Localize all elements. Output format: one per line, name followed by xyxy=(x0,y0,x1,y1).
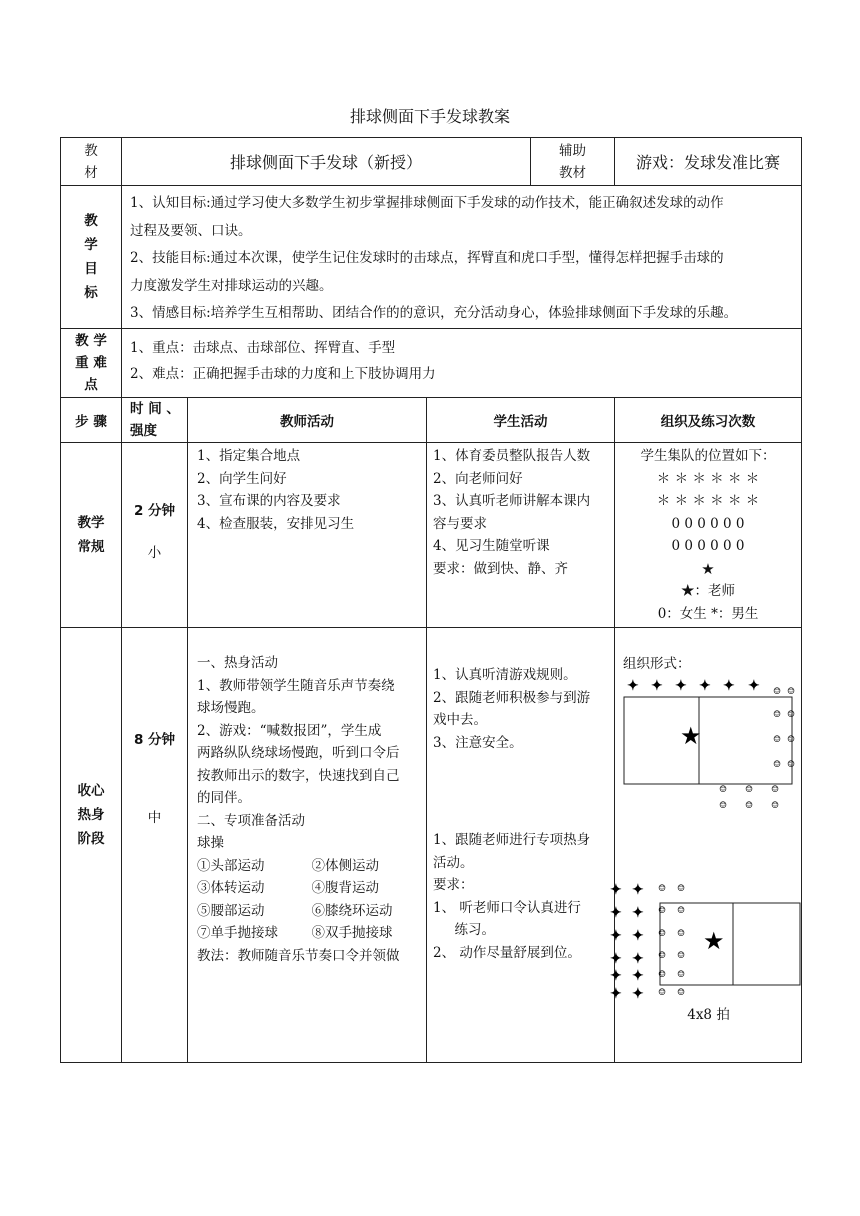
svg-text:☺: ☺ xyxy=(677,951,686,961)
routine-student: 1、体育委员整队报告人数 2、向老师问好 3、认真听老师讲解本课内 容与要求 4、见习生随堂听课 要求：做到快、静、齐 xyxy=(427,443,615,628)
material-row xyxy=(61,138,802,186)
aux-material-content: 游戏：发球发准比赛 xyxy=(615,138,802,186)
svg-text:☺: ☺ xyxy=(658,988,667,998)
exercise-pair: ①头部运动 ②体侧运动 xyxy=(197,857,379,874)
svg-text:☺: ☺ xyxy=(773,687,782,697)
exercise-pair: ⑦单手抛接球 ⑧双手抛接球 xyxy=(197,925,393,941)
svg-text:☺: ☺ xyxy=(773,710,782,720)
formation-diagram-1 xyxy=(624,678,795,811)
warmup-time: 8 分钟 中 xyxy=(122,628,188,1063)
svg-text:✦: ✦ xyxy=(610,968,622,984)
legend-students: 0：女生 *：男生 xyxy=(657,605,759,622)
keypoints-content xyxy=(122,329,802,398)
svg-text:✦: ✦ xyxy=(610,928,622,944)
goal-line: 3、情感目标:培养学生互相帮助、团结合作的的意识，充分活动身心，体验排球侧面下手发球的乐趣。 xyxy=(130,305,738,321)
svg-text:✦: ✦ xyxy=(632,986,644,1002)
svg-text:☺: ☺ xyxy=(787,735,796,745)
warmup-org: 组织形式： ★ ✦ ✦ ✦ ✦ ✦ ✦ ☺ ☺ ☺ ☺ ☺ ☺ ☺ ☺ ☺ ☺ ☺ ☺ ☺ ☺ ★ ✦ ✦ ✦ ✦ ✦ ✦ ✦ ✦ ✦ ✦ ✦ ✦ ☺ ☺ ☺ ☺ ☺ ☺ ☺ ☺ ☺ ☺ ☺ ☺ 4x8 拍 xyxy=(615,628,802,1063)
svg-text:✦: ✦ xyxy=(748,678,760,694)
goals-content xyxy=(122,186,802,329)
girl-marker-icons xyxy=(719,687,795,811)
formation-diagrams xyxy=(610,628,802,1063)
keypoint-line: 1、重点：击球点、击球部位、挥臂直、手型 xyxy=(130,340,396,356)
keypoints-label: 教 学 重 难 点 xyxy=(61,329,122,398)
svg-text:☺: ☺ xyxy=(719,801,728,811)
routine-label: 教学 常规 xyxy=(61,443,122,628)
svg-text:☺: ☺ xyxy=(677,884,686,894)
goal-line: 1、认知目标:通过学习使大多数学生初步掌握排球侧面下手发球的动作技术，能正确叙述发球的动作 xyxy=(130,195,724,211)
boys-row: ＊ ＊ ＊ ＊ ＊ ＊ xyxy=(656,493,760,509)
svg-text:☺: ☺ xyxy=(658,884,667,894)
svg-text:☺: ☺ xyxy=(773,760,782,770)
svg-text:✦: ✦ xyxy=(699,678,711,694)
lesson-plan-table xyxy=(60,137,802,1063)
svg-text:☺: ☺ xyxy=(745,785,754,795)
formation-diagram-2 xyxy=(610,882,800,1002)
routine-teacher: 1、指定集合地点 2、向学生问好 3、宣布课的内容及要求 4、检查服装，安排见习生 xyxy=(188,443,427,628)
svg-text:☺: ☺ xyxy=(658,970,667,980)
keypoints-row xyxy=(61,329,802,398)
svg-text:☺: ☺ xyxy=(787,710,796,720)
warmup-label: 收心 热身 阶段 xyxy=(61,628,122,1063)
svg-text:☺: ☺ xyxy=(787,760,796,770)
legend-teacher: ★：老师 xyxy=(681,583,736,599)
exercise-pair: ⑤腰部运动 ⑥膝绕环运动 xyxy=(197,902,393,919)
svg-text:✦: ✦ xyxy=(632,882,644,898)
svg-text:☺: ☺ xyxy=(658,906,667,916)
header-org: 组织及练习次数 xyxy=(615,398,802,443)
svg-text:✦: ✦ xyxy=(651,678,663,694)
svg-text:✦: ✦ xyxy=(632,968,644,984)
teacher-star-icon: ★ xyxy=(680,722,702,750)
goal-line: 过程及要领、口诀。 xyxy=(130,222,252,239)
warmup-student: 1、认真听清游戏规则。 2、跟随老师积极参与到游 戏中去。 3、注意安全。 1、跟随老师进行专项热身 活动。 要求： 1、 听老师口令认真进行 练习。 2、 动作尽量舒展到位。 xyxy=(427,628,615,1063)
document-title: 排球侧面下手发球教案 xyxy=(349,107,510,126)
boys-row: ＊ ＊ ＊ ＊ ＊ ＊ xyxy=(656,470,760,487)
girls-row: 0 0 0 0 0 0 xyxy=(671,515,745,532)
svg-text:✦: ✦ xyxy=(632,928,644,944)
keypoint-line: 2、难点：正确把握手击球的力度和上下肢协调用力 xyxy=(130,366,436,382)
aux-material-label: 辅助 教材 xyxy=(531,138,615,186)
girls-row: 0 0 0 0 0 0 xyxy=(671,538,745,554)
svg-text:✦: ✦ xyxy=(632,905,644,921)
goal-line: 力度激发学生对排球运动的兴趣。 xyxy=(130,277,333,294)
boy-marker-icons xyxy=(610,882,644,1002)
header-row xyxy=(61,398,802,443)
material-label: 教 材 xyxy=(61,138,122,186)
goal-line: 2、技能目标:通过本次课，使学生记住发球时的击球点，挥臂直和虎口手型，懂得怎样把握手击球的 xyxy=(130,250,724,266)
svg-text:☺: ☺ xyxy=(677,988,686,998)
svg-text:☺: ☺ xyxy=(658,951,667,961)
header-teacher: 教师活动 xyxy=(188,398,427,443)
boy-marker-icons xyxy=(627,678,760,694)
svg-text:✦: ✦ xyxy=(610,986,622,1002)
beat-count: 4x8 拍 xyxy=(687,1007,730,1023)
exercise-pair: ③体转运动 ④腹背运动 xyxy=(197,880,379,896)
material-content: 排球侧面下手发球（新授） xyxy=(122,138,531,186)
routine-org: 学生集队的位置如下： ＊ ＊ ＊ ＊ ＊ ＊ ＊ ＊ ＊ ＊ ＊ ＊ 0 0 0 0 0 0 0 0 0 0 0 0 ★ ★：老师 0：女生 *：男生 xyxy=(615,443,802,628)
goals-row xyxy=(61,186,802,329)
svg-text:☺: ☺ xyxy=(745,801,754,811)
header-student: 学生活动 xyxy=(427,398,615,443)
svg-text:☺: ☺ xyxy=(771,785,780,795)
routine-time: 2 分钟 小 xyxy=(122,443,188,628)
header-step: 步 骤 xyxy=(61,398,122,443)
svg-text:✦: ✦ xyxy=(610,951,622,967)
svg-text:☺: ☺ xyxy=(787,687,796,697)
svg-text:✦: ✦ xyxy=(723,678,735,694)
svg-text:☺: ☺ xyxy=(719,785,728,795)
svg-text:☺: ☺ xyxy=(677,970,686,980)
svg-text:✦: ✦ xyxy=(675,678,687,694)
goals-label: 教 学 目 标 xyxy=(61,186,122,329)
svg-text:✦: ✦ xyxy=(610,882,622,898)
header-time: 时 间 、 强度 xyxy=(122,398,188,443)
svg-text:☺: ☺ xyxy=(771,801,780,811)
teacher-star-icon: ★ xyxy=(703,927,725,955)
svg-text:☺: ☺ xyxy=(773,735,782,745)
svg-text:✦: ✦ xyxy=(627,678,639,694)
svg-text:☺: ☺ xyxy=(677,929,686,939)
svg-text:✦: ✦ xyxy=(610,905,622,921)
svg-text:✦: ✦ xyxy=(632,951,644,967)
routine-row xyxy=(61,443,802,628)
warmup-row xyxy=(61,628,802,1063)
girl-marker-icons xyxy=(658,884,685,998)
svg-text:☺: ☺ xyxy=(658,929,667,939)
teacher-star-icon: ★ xyxy=(701,559,715,578)
warmup-teacher: 一、热身活动 1、教师带领学生随音乐声节奏绕 球场慢跑。 2、游戏：“喊数报团”，学生成 两路纵队绕球场慢跑，听到口令后 按教师出示的数字，快速找到自己 的同伴。 二、专项准备活动 球操 ①头部运动 ②体侧运动 ③体转运动 ④腹背运动 ⑤腰部运动 ⑥膝绕环运动 ⑦单手抛接球 ⑧双手抛接球 教法：教师随音乐节奏口令并领做 xyxy=(188,628,427,1063)
svg-text:☺: ☺ xyxy=(677,906,686,916)
